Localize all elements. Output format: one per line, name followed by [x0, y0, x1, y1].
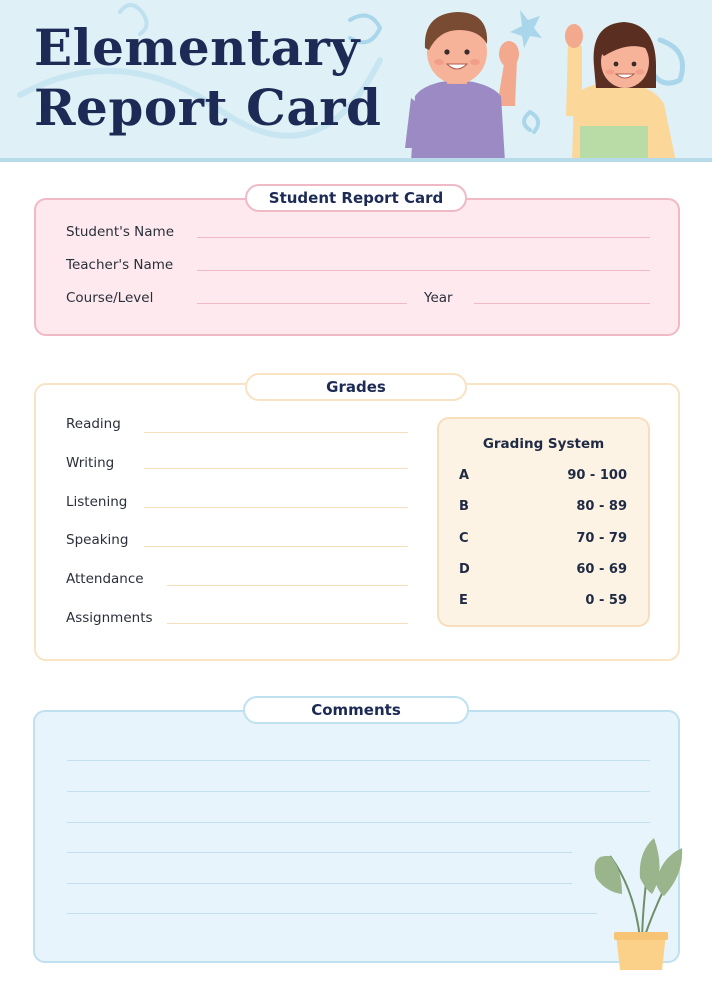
- subject-speaking-field[interactable]: [144, 546, 408, 547]
- course-level-field[interactable]: [197, 303, 407, 304]
- subject-listening-label: Listening: [66, 494, 128, 510]
- comment-line[interactable]: [67, 883, 572, 884]
- teacher-name-field[interactable]: [197, 270, 650, 271]
- student-name-field[interactable]: [197, 237, 650, 238]
- subject-listening-field[interactable]: [144, 507, 408, 508]
- subject-assignments-label: Assignments: [66, 610, 153, 626]
- subject-writing-field[interactable]: [144, 468, 408, 469]
- grades-section-heading: Grades: [245, 373, 467, 401]
- subject-assignments-field[interactable]: [167, 623, 408, 624]
- subject-reading-field[interactable]: [144, 432, 408, 433]
- comment-line[interactable]: [67, 852, 572, 853]
- subject-speaking-label: Speaking: [66, 532, 129, 548]
- page-title: [34, 18, 382, 138]
- header-banner: [0, 0, 712, 162]
- title-line-2: Report Card: [34, 78, 382, 137]
- year-field[interactable]: [474, 303, 650, 304]
- course-level-label: Course/Level: [66, 290, 154, 306]
- subject-writing-label: Writing: [66, 455, 115, 471]
- year-label: Year: [424, 290, 453, 306]
- grade-letter: A: [459, 468, 470, 483]
- teacher-name-label: Teacher's Name: [66, 257, 174, 273]
- comment-line[interactable]: [67, 913, 597, 914]
- student-name-label: Student's Name: [66, 224, 175, 240]
- student-section-heading: Student Report Card: [245, 184, 467, 212]
- girl-illustration: [560, 16, 680, 162]
- boy-illustration: [405, 8, 530, 162]
- comment-line[interactable]: [67, 760, 650, 761]
- grade-range: 60 - 69: [576, 562, 627, 577]
- subject-reading-label: Reading: [66, 416, 121, 432]
- title-line-1: Elementary: [34, 18, 360, 77]
- comment-line[interactable]: [67, 791, 650, 792]
- grade-range: 80 - 89: [576, 499, 627, 514]
- comments-card: [33, 710, 680, 963]
- grade-range: 70 - 79: [576, 531, 627, 546]
- grade-range: 90 - 100: [567, 468, 627, 483]
- subject-attendance-label: Attendance: [66, 571, 144, 587]
- comments-section-heading: Comments: [243, 696, 469, 724]
- potted-plant-illustration: [588, 828, 688, 976]
- grade-letter: E: [459, 593, 468, 608]
- grade-letter: C: [459, 531, 469, 546]
- subject-attendance-field[interactable]: [167, 585, 408, 586]
- grading-system-title: Grading System: [482, 436, 605, 452]
- grade-letter: D: [459, 562, 470, 577]
- comment-line[interactable]: [67, 822, 650, 823]
- grade-range: 0 - 59: [585, 593, 627, 608]
- grade-letter: B: [459, 499, 469, 514]
